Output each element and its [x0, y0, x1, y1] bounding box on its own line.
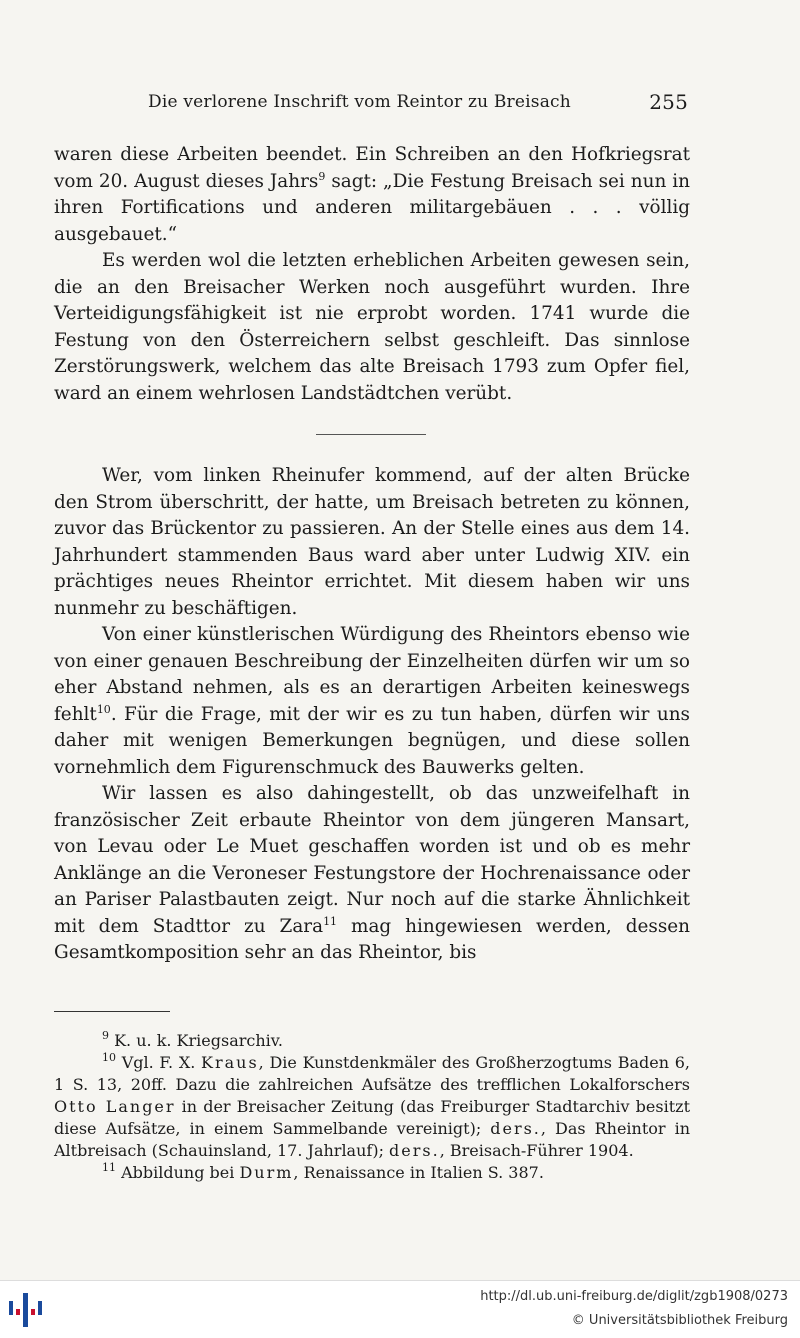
- paragraph: Es werden wol die letzten erheblichen Arbeiten gewesen sein, die an den Breisacher Werken noch ausgeführt wurden. Ihre Verteidigungsfähigkeit ist nie erprobt worden. 1741 wurde die Festung von den Österreichern selbst geschleift. Das sinnlose Zerstörungswerk, welchem das alte Breisach 1793 zum Opfer fiel, ward an einem wehrlosen Landstädtchen verübt.: [54, 250, 690, 404]
- paragraph: Von einer künstlerischen Würdigung des Rheintors ebenso wie von einer genauen Beschreibung der Einzelheiten dürfen wir um so eher Abstand nehmen, als es an derartigen Arbeiten keineswegs fehlt$^{10}$. Für die Frage, mit der wir es zu tun haben, dürfen wir uns daher mit wenigen Bemerkungen begnügen, und diese sollen vornehmlich dem Figurenschmuck des Bauwerks gelten.: [54, 624, 690, 778]
- viewer-footer: [0, 1280, 800, 1338]
- paragraph: Wer, vom linken Rheinufer kommend, auf der alten Brücke den Strom überschritt, der hatte, um Breisach betreten zu können, zuvor das Brückentor zu passieren. An der Stelle eines aus dem 14. Jahrhundert stammenden Baus ward aber unter Ludwig XIV. ein prächtiges neues Rheintor errichtet. Mit diesem haben wir uns nunmehr zu beschäftigen.: [54, 465, 690, 619]
- footnote-rule: [54, 1011, 170, 1012]
- footnote-ref: 11: [323, 914, 338, 928]
- section-separator: [316, 434, 426, 435]
- footnote-ref: 10: [96, 702, 111, 716]
- body-text-top: [54, 142, 690, 407]
- footnote-9: $^9$ K. u. k. Kriegsarchiv.: [102, 1029, 283, 1050]
- paragraph: Wir lassen es also dahingestellt, ob das unzweifelhaft in französischer Zeit erbaute Rheintor von dem jüngeren Mansart, von Levau oder Le Muet geschaffen worden ist und ob es mehr Anklänge an die Veroneser Festungstore der Hochrenaissance oder an Pariser Palastbauten zeigt. Nur noch auf die starke Ähnlichkeit mit dem Stadttor zu Zara$^{11}$ mag hingewiesen werden, dessen Gesamtkomposition sehr an das Rheintor, bis: [54, 783, 691, 963]
- footnote-10: $^{10}$ Vgl. F. X. Kraus, Die Kunstdenkmäler des Großherzogtums Baden 6, 1 S. 13, 20ff. Dazu die zahlreichen Aufsätze des trefflichen Lokalforschers Otto Langer in der Breisacher Zeitung (das Freiburger Stadtarchiv besitzt diese Aufsätze, in einem Sammelbande vereinigt); ders., Das Rheintor in Altbreisach (Schauinsland, 17. Jahrlauf); ders., Breisach-Führer 1904.: [54, 1051, 690, 1160]
- running-title: Die verlorene Inschrift vom Reintor zu Breisach: [148, 92, 571, 112]
- copyright: © Universitätsbibliothek Freiburg: [571, 1313, 788, 1328]
- permalink[interactable]: http://dl.ub.uni-freiburg.de/diglit/zgb1908/0273: [480, 1289, 788, 1304]
- ub-freiburg-logo-icon: [6, 1287, 50, 1331]
- footnote-11: $^{11}$ Abbildung bei Durm, Renaissance in Italien S. 387.: [102, 1161, 544, 1182]
- page-number: 255: [649, 90, 688, 114]
- paragraph: waren diese Arbeiten beendet. Ein Schreiben an den Hofkriegsrat vom 20. August dieses Jahrs$^9$ sagt: „Die Festung Breisach sei nun in ihren Fortifications und anderen militargebäuen . . . völlig ausgebauet.“: [54, 144, 690, 245]
- body-text-main: [54, 463, 690, 967]
- footnote-ref: 9: [318, 169, 326, 183]
- footnotes: [54, 1030, 690, 1184]
